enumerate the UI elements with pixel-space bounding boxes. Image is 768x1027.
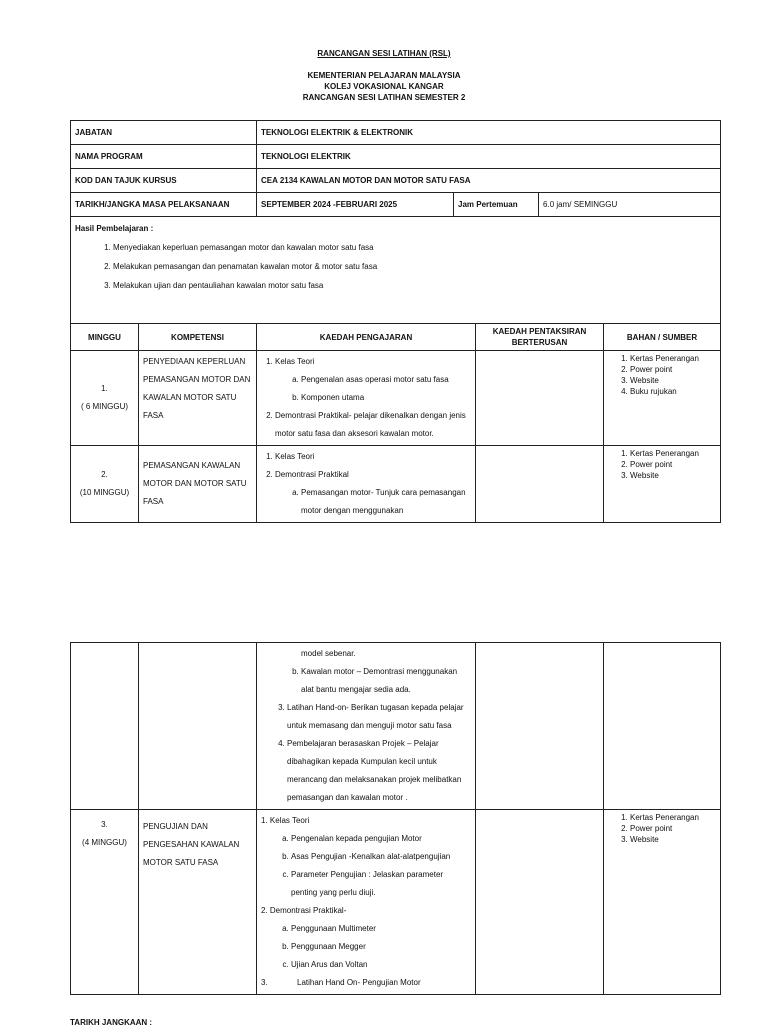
list-item: 3. Website	[630, 470, 716, 481]
week-number: 1.	[101, 384, 108, 393]
table-row	[71, 351, 721, 446]
pentaksiran-cell	[476, 643, 604, 810]
hasil-row	[71, 217, 721, 324]
list-item: a. Penggunaan Multimeter	[291, 920, 471, 938]
info-row-program	[71, 145, 721, 169]
list-item: 4. Pembelajaran berasaskan Projek – Pelajar dibahagikan kepada Kumpulan kecil untuk merancang dan melaksanakan projek melibatkan pemasangan dan kawalan motor .	[287, 735, 471, 807]
document-header	[0, 48, 768, 103]
list-item: 3. Website	[630, 375, 716, 386]
list-item: 2. Power point	[630, 823, 716, 834]
program-label: NAMA PROGRAM	[71, 145, 257, 169]
list-item: 1. Kertas Penerangan	[630, 812, 716, 823]
program-value: TEKNOLOGI ELEKTRIK	[257, 145, 721, 169]
column-header-row	[71, 324, 721, 351]
list-item: b. Penggunaan Megger	[291, 938, 471, 956]
week-duration: (4 MINGGU)	[82, 838, 127, 847]
kursus-label: KOD DAN TAJUK KURSUS	[71, 169, 257, 193]
list-item: 3. Latihan Hand-on- Berikan tugasan kepada pelajar untuk memasang dan menguji motor satu fasa	[287, 699, 471, 735]
college-name: KOLEJ VOKASIONAL KANGAR	[324, 82, 444, 91]
table-row	[71, 810, 721, 995]
list-item: Kelas Teori	[275, 357, 315, 366]
col-minggu: MINGGU	[71, 324, 139, 351]
list-item: b. Asas Pengujian -Kenalkan alat-alatpengujian	[291, 848, 471, 866]
jabatan-label: JABATAN	[71, 121, 257, 145]
week-duration: ( 6 MINGGU)	[80, 402, 129, 411]
rsl-table-page1	[70, 120, 721, 523]
info-row-kursus	[71, 169, 721, 193]
info-row-tarikh	[71, 193, 721, 217]
list-item: Demontrasi Praktikal	[275, 470, 349, 479]
list-item: 1. Kelas Teori	[275, 448, 471, 466]
list-item: 2. Power point	[630, 459, 716, 470]
jam-label: Jam Pertemuan	[453, 193, 538, 216]
col-bahan: BAHAN / SUMBER	[604, 324, 721, 351]
list-item: a. Pengenalan asas operasi motor satu fasa	[301, 371, 471, 389]
list-item: 1. Kertas Penerangan	[630, 353, 716, 364]
pentaksiran-cell	[476, 351, 604, 446]
week-number: 3.	[101, 820, 108, 829]
rsl-table-page2	[70, 642, 721, 995]
info-row-jabatan	[71, 121, 721, 145]
list-item: c. Parameter Pengujian : Jelaskan parameter penting yang perlu diuji.	[291, 866, 471, 902]
table-row	[71, 643, 721, 810]
kompetensi-cell: PEMASANGAN KAWALAN MOTOR DAN MOTOR SATU FASA	[139, 446, 257, 523]
hasil-list	[75, 238, 716, 295]
tarikh-value: SEPTEMBER 2024 -FEBRUARI 2025	[261, 200, 398, 209]
col-kaedah: KAEDAH PENGAJARAN	[257, 324, 476, 351]
list-item: 3. Website	[630, 834, 716, 845]
list-item: b. Komponen utama	[301, 389, 471, 407]
list-item: a. Pemasangan motor- Tunjuk cara pemasangan motor dengan menggunakan	[301, 484, 471, 520]
list-item: 2. Demontrasi Praktikal-	[261, 906, 347, 915]
list-item: 3. Melakukan ujian dan pentauliahan kawalan motor satu fasa	[113, 276, 716, 295]
ministry-name: KEMENTERIAN PELAJARAN MALAYSIA	[307, 71, 461, 80]
list-item: a. Pengenalan kepada pengujian Motor	[291, 830, 471, 848]
cutoff-text: TARIKH JANGKAAN :	[70, 1018, 153, 1027]
kompetensi-cell: PENGUJIAN DAN PENGESAHAN KAWALAN MOTOR SATU FASA	[143, 822, 240, 867]
list-item: 2. Power point	[630, 364, 716, 375]
tarikh-label: TARIKH/JANGKA MASA PELAKSANAAN	[71, 193, 257, 217]
col-kompetensi: KOMPETENSI	[139, 324, 257, 351]
week-duration: (10 MINGGU)	[79, 488, 130, 497]
list-item: Latihan Hand On- Pengujian Motor	[297, 978, 421, 987]
document-title: RANCANGAN SESI LATIHAN (RSL)	[317, 49, 451, 58]
list-item: model sebenar.	[301, 649, 356, 658]
week-number: 2.	[101, 470, 108, 479]
col-pentaksiran: KAEDAH PENTAKSIRAN BERTERUSAN	[476, 324, 604, 351]
list-item: 1. Menyediakan keperluan pemasangan motor dan kawalan motor satu fasa	[113, 238, 716, 257]
pentaksiran-cell	[476, 810, 604, 995]
table-row	[71, 446, 721, 523]
list-number: 3.	[261, 978, 268, 987]
list-item: b. Kawalan motor – Demontrasi menggunakan alat bantu mengajar sedia ada.	[301, 663, 471, 699]
list-item: 4. Buku rujukan	[630, 386, 716, 397]
list-item: 2. Demontrasi Praktikal- pelajar dikenalkan dengan jenis motor satu fasa dan aksesori kawalan motor.	[275, 407, 471, 443]
hasil-label: Hasil Pembelajaran :	[75, 224, 154, 233]
list-item: 1. Kelas Teori	[261, 816, 310, 825]
semester-title: RANCANGAN SESI LATIHAN SEMESTER 2	[302, 93, 466, 102]
list-item: 1. Kertas Penerangan	[630, 448, 716, 459]
list-item: c. Ujian Arus dan Voltan	[291, 956, 471, 974]
jabatan-value: TEKNOLOGI ELEKTRIK & ELEKTRONIK	[257, 121, 721, 145]
kompetensi-cell: PENYEDIAAN KEPERLUAN PEMASANGAN MOTOR DAN KAWALAN MOTOR SATU FASA	[139, 351, 257, 446]
pentaksiran-cell	[476, 446, 604, 523]
kursus-value: CEA 2134 KAWALAN MOTOR DAN MOTOR SATU FASA	[257, 169, 721, 193]
jam-value: 6.0 jam/ SEMINGGU	[538, 193, 621, 216]
list-item: 2. Melakukan pemasangan dan penamatan kawalan motor & motor satu fasa	[113, 257, 716, 276]
